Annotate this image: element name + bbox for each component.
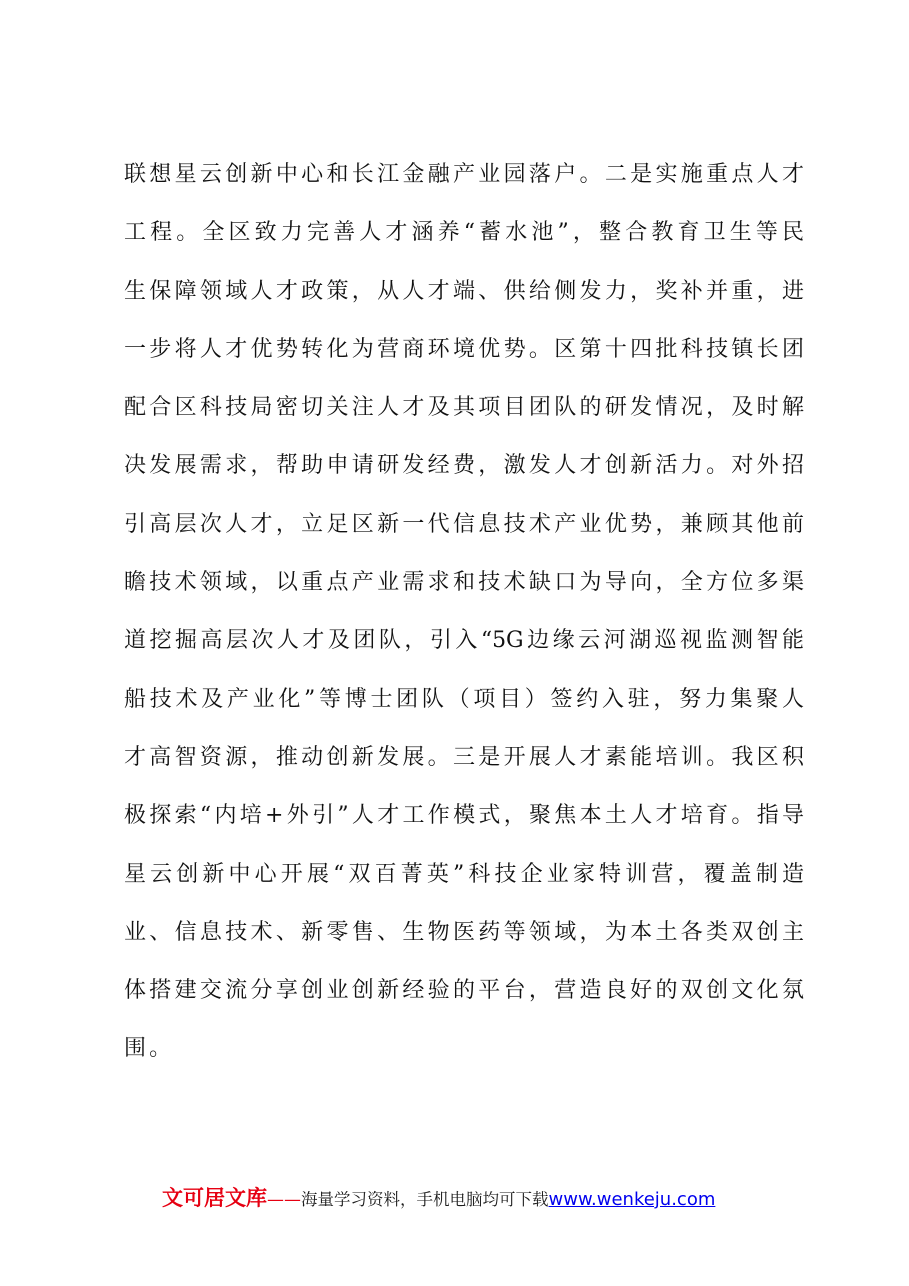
text-line: 体搭建交流分享创业创新经验的平台，营造良好的双创文化氛: [124, 978, 804, 1004]
text-line: 瞻技术领域，以重点产业需求和技术缺口为导向，全方位多渠: [124, 570, 804, 596]
text-line: 道挖掘高层次人才及团队，引入“5G边缘云河湖巡视监测智能: [124, 628, 804, 654]
text-line: 工程。全区致力完善人才涵养“蓄水池”，整合教育卫生等民: [124, 220, 804, 246]
text-line: 生保障领域人才政策，从人才端、供给侧发力，奖补并重，进: [124, 278, 804, 304]
text-line-last: 围。: [124, 1036, 175, 1062]
text-line: 业、信息技术、新零售、生物医药等领域，为本土各类双创主: [124, 919, 804, 945]
body-text: [124, 160, 804, 1093]
text-line: 一步将人才优势转化为营商环境优势。区第十四批科技镇长团: [124, 336, 804, 362]
text-line: 联想星云创新中心和长江金融产业园落户。二是实施重点人才: [124, 162, 804, 187]
text-line: 星云创新中心开展“双百菁英”科技企业家特训营，覆盖制造: [124, 861, 804, 887]
text-line: 决发展需求，帮助申请研发经费，激发人才创新活力。对外招: [124, 453, 804, 479]
text-line: 船技术及产业化”等博士团队（项目）签约入驻，努力集聚人: [124, 686, 804, 712]
text-line: 引高层次人才，立足区新一代信息技术产业优势，兼顾其他前: [124, 511, 804, 537]
footer-dash: ——: [267, 1190, 301, 1210]
footer-brand: 文可居文库: [162, 1186, 267, 1210]
footer-banner: [162, 1183, 782, 1213]
text-line: 极探索“内培+外引”人才工作模式，聚焦本土人才培育。指导: [124, 803, 804, 829]
footer-slogan: 海量学习资料，手机电脑均可下载: [301, 1190, 549, 1209]
text-line: 配合区科技局密切关注人才及其项目团队的研发情况，及时解: [124, 395, 804, 421]
footer-website-link[interactable]: www.wenkeju.com: [548, 1189, 716, 1210]
text-line: 才高智资源，推动创新发展。三是开展人才素能培训。我区积: [124, 744, 804, 770]
